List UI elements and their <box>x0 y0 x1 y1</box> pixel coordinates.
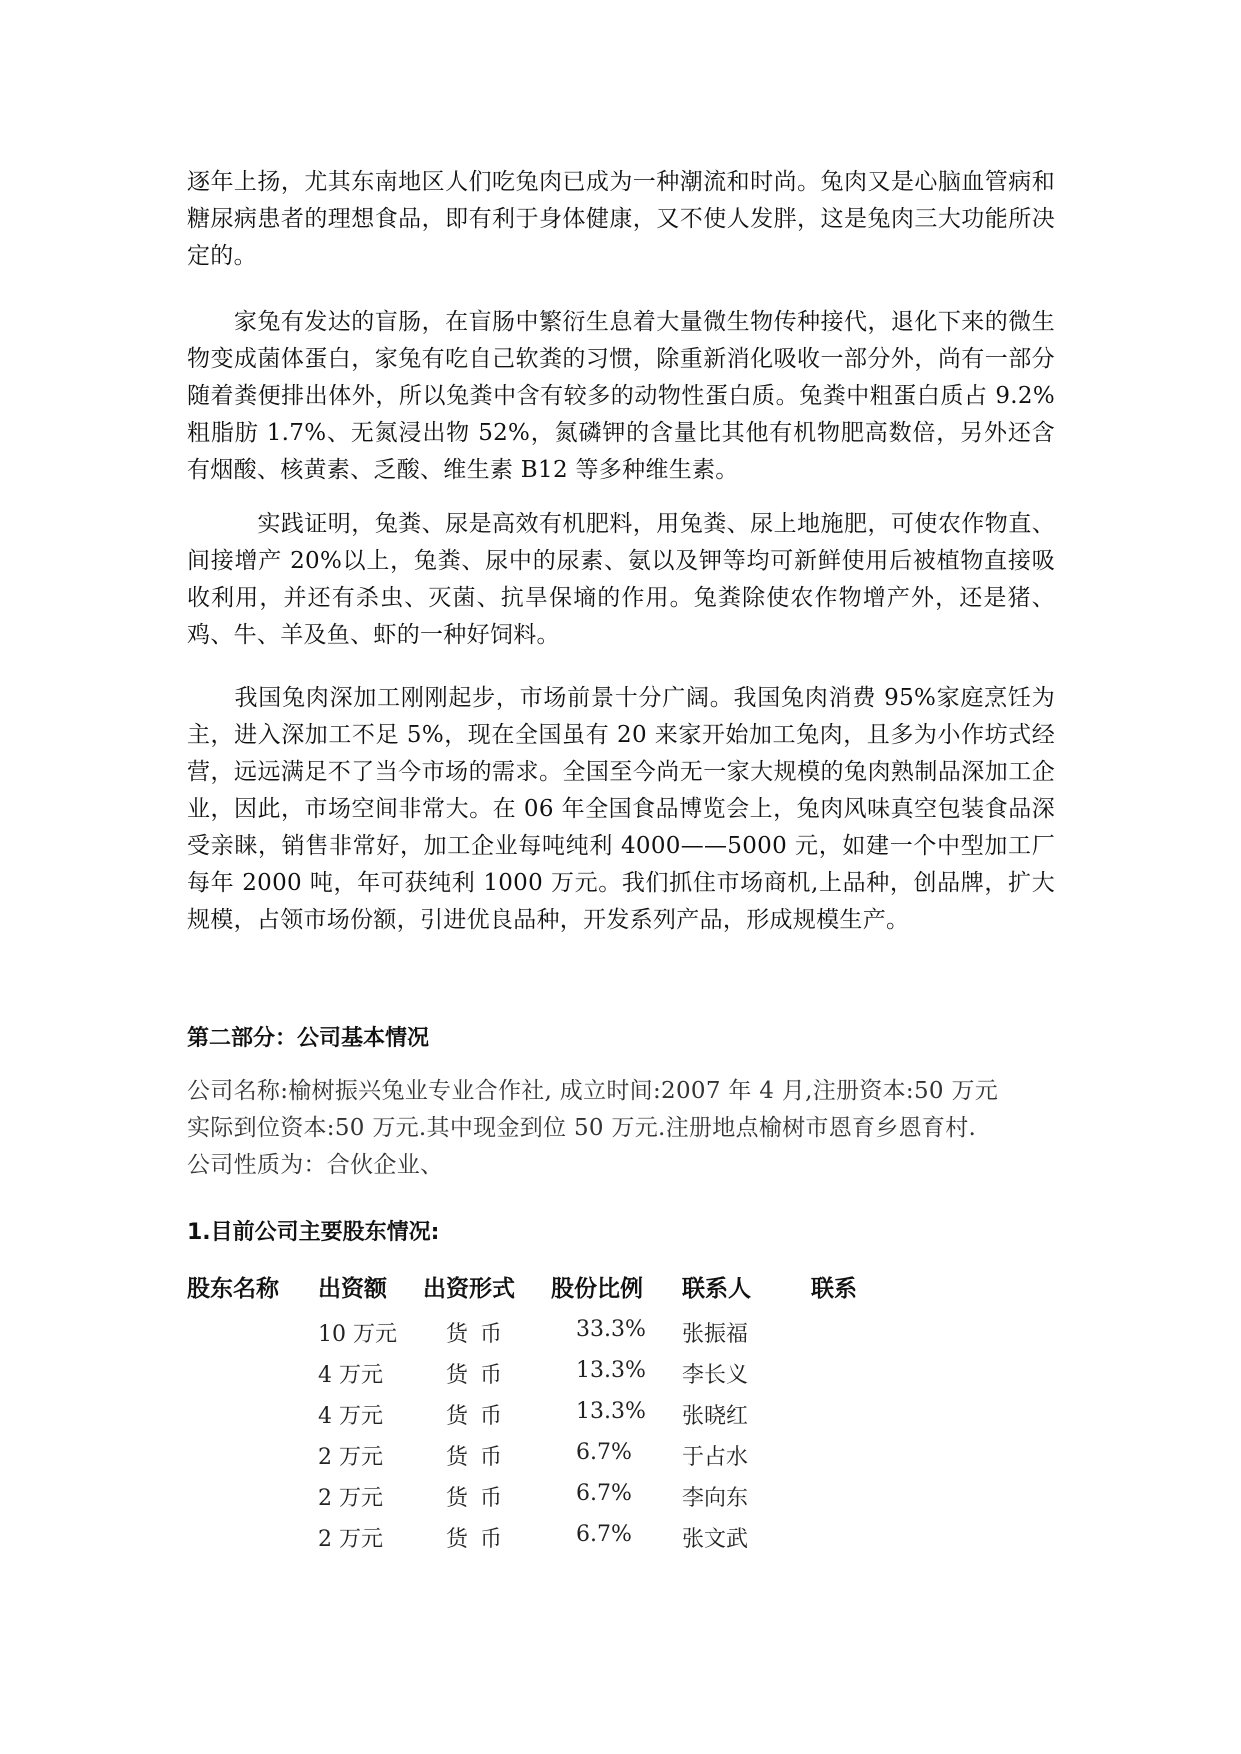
cell-contact: 李长义 <box>682 1363 749 1388</box>
section-heading-shareholders: 1.目前公司主要股东情况: <box>187 1220 440 1245</box>
column-header-contact: 联系人 <box>682 1276 751 1302</box>
company-info-line: 实际到位资本:50 万元.其中现金到位 50 万元.注册地点榆树市恩育乡恩育村. <box>187 1115 977 1141</box>
cell-amount: 2 万元 <box>318 1445 383 1470</box>
company-info-block <box>187 1073 1055 1184</box>
cell-form: 货币 <box>446 1363 515 1388</box>
cell-ratio: 33.3% <box>576 1317 646 1342</box>
paragraph-manure-practice: 实践证明，兔粪、尿是高效有机肥料，用兔粪、尿上地施肥，可使农作物直、间接增产 20%以上，兔粪、尿中的尿素、氨以及钾等均可新鲜使用后被植物直接吸收利用，并还有杀虫、灭菌、抗旱保墒的作用。兔粪除使农作物增产外，还是猪、鸡、牛、羊及鱼、虾的一种好饲料。 <box>187 511 1055 648</box>
column-header-name: 股东名称 <box>187 1276 279 1302</box>
paragraph-rabbit-meat-trend: 逐年上扬，尤其东南地区人们吃兔肉已成为一种潮流和时尚。兔肉又是心脑血管病和糖尿病患者的理想食品，即有利于身体健康，又不使人发胖，这是兔肉三大功能所决定的。 <box>187 169 1055 269</box>
column-header-form: 出资形式 <box>423 1276 515 1302</box>
cell-contact: 于占水 <box>682 1445 749 1470</box>
cell-amount: 10 万元 <box>318 1322 397 1347</box>
cell-form: 货币 <box>446 1527 515 1552</box>
cell-form: 货币 <box>446 1445 515 1470</box>
cell-ratio: 6.7% <box>576 1481 632 1506</box>
cell-amount: 2 万元 <box>318 1486 383 1511</box>
cell-ratio: 13.3% <box>576 1358 646 1383</box>
cell-contact: 张晓红 <box>682 1404 749 1429</box>
company-info-line: 公司性质为：合伙企业、 <box>187 1152 444 1178</box>
cell-form: 货币 <box>446 1486 515 1511</box>
column-header-ratio: 股份比例 <box>551 1276 643 1302</box>
column-header-amount: 出资额 <box>318 1276 387 1302</box>
cell-form: 货币 <box>446 1322 515 1347</box>
paragraph-rabbit-cecum: 家兔有发达的盲肠，在盲肠中繁衍生息着大量微生物传种接代，退化下来的微生物变成菌体蛋白，家兔有吃自己软粪的习惯，除重新消化吸收一部分外，尚有一部分随着粪便排出体外，所以兔粪中含有较多的动物性蛋白质。兔粪中粗蛋白质占 9.2%粗脂肪 1.7%、无氮浸出物 52%，氮磷钾的含量比其他有机物肥高数倍，另外还含有烟酸、核黄素、乏酸、维生素 B12 等多种维生素。 <box>187 309 1055 483</box>
table-row <box>0 1481 1241 1522</box>
cell-ratio: 6.7% <box>576 1522 632 1547</box>
table-row <box>0 1522 1241 1563</box>
paragraph-market-prospect: 我国兔肉深加工刚刚起步，市场前景十分广阔。我国兔肉消费 95%家庭烹饪为主，进入深加工不足 5%，现在全国虽有 20 来家开始加工兔肉，且多为小作坊式经营，远远满足不了当今市场的需求。全国至今尚无一家大规模的兔肉熟制品深加工企业，因此，市场空间非常大。在 06 年全国食品博览会上，兔肉风味真空包装食品深受亲睐，销售非常好，加工企业每吨纯利 4000——5000 元，如建一个中型加工厂每年 2000 吨，年可获纯利 1000 万元。我们抓住市场商机,上品种，创品牌，扩大规模，占领市场份额，引进优良品种，开发系列产品，形成规模生产。 <box>187 685 1055 933</box>
column-header-phone: 联系 <box>811 1276 857 1302</box>
cell-ratio: 6.7% <box>576 1440 632 1465</box>
cell-form: 货币 <box>446 1404 515 1429</box>
cell-contact: 张振福 <box>682 1322 749 1347</box>
shareholder-table-body <box>0 1317 1241 1563</box>
shareholder-table-header <box>0 1270 1241 1302</box>
table-row <box>0 1399 1241 1440</box>
company-info-line: 公司名称:榆树振兴兔业专业合作社, 成立时间:2007 年 4 月,注册资本:50 万元 <box>187 1078 999 1104</box>
table-row <box>0 1317 1241 1358</box>
table-row <box>0 1358 1241 1399</box>
cell-contact: 李向东 <box>682 1486 749 1511</box>
cell-ratio: 13.3% <box>576 1399 646 1424</box>
section-heading-company-basics: 第二部分：公司基本情况 <box>187 1026 430 1051</box>
table-row <box>0 1440 1241 1481</box>
cell-amount: 2 万元 <box>318 1527 383 1552</box>
cell-amount: 4 万元 <box>318 1363 383 1388</box>
cell-amount: 4 万元 <box>318 1404 383 1429</box>
cell-contact: 张文武 <box>682 1527 749 1552</box>
